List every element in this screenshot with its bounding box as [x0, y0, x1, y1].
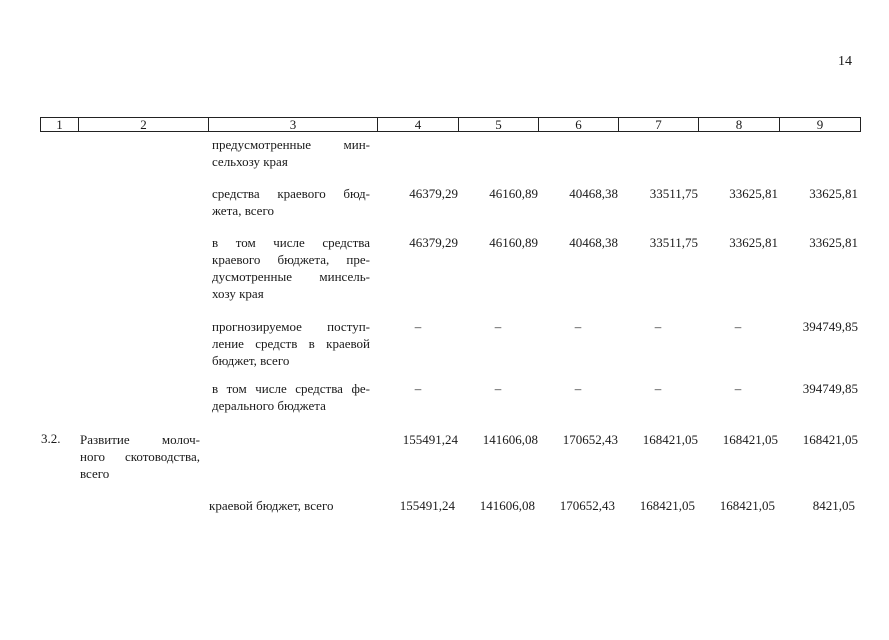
value-cell: 40468,38	[569, 186, 618, 201]
value-cell: 33625,81	[729, 186, 778, 201]
value-cell: –	[494, 319, 502, 334]
description-line: краевого бюджета, пре-	[212, 252, 370, 267]
value-cell: 46160,89	[489, 235, 538, 250]
value-cell: –	[574, 381, 582, 396]
column-number-9: 9	[780, 118, 861, 132]
column-number-1: 1	[41, 118, 79, 132]
description-line: в том числе средства	[212, 235, 370, 250]
value-cell: –	[494, 381, 502, 396]
value-cell: –	[414, 319, 422, 334]
value-cell: 33625,81	[809, 235, 858, 250]
value-cell: –	[654, 319, 662, 334]
value-cell: 33511,75	[649, 235, 698, 250]
column-number-8: 8	[699, 118, 780, 132]
value-cell: 40468,38	[569, 235, 618, 250]
value-cell: 46379,29	[409, 186, 458, 201]
section-name	[80, 431, 200, 482]
value-cell: –	[734, 319, 742, 334]
description-line: средства краевого бюд-	[212, 186, 370, 201]
value-cell: 168421,05	[642, 432, 698, 447]
column-number-5: 5	[459, 118, 539, 132]
column-number-7: 7	[619, 118, 699, 132]
row-description	[212, 380, 370, 414]
section-name-line: всего	[80, 466, 110, 481]
value-cell: 33625,81	[809, 186, 858, 201]
description-line: дерального бюджета	[212, 398, 326, 413]
row-description	[212, 234, 370, 302]
value-cell: 8421,05	[812, 498, 855, 513]
column-number-6: 6	[539, 118, 619, 132]
value-cell: 141606,08	[482, 432, 538, 447]
page-number: 14	[838, 54, 852, 69]
value-cell: –	[734, 381, 742, 396]
column-number-2: 2	[79, 118, 209, 132]
value-cell: –	[654, 381, 662, 396]
column-number-3: 3	[209, 118, 378, 132]
description-line: сельхозу края	[212, 154, 288, 169]
description-line: бюджет, всего	[212, 353, 290, 368]
value-cell: 46160,89	[489, 186, 538, 201]
value-cell: 155491,24	[399, 498, 455, 513]
row-description	[209, 497, 367, 514]
value-cell: 168421,05	[722, 432, 778, 447]
column-header-table	[40, 117, 861, 132]
value-cell: 33511,75	[649, 186, 698, 201]
description-line: ление средств в краевой	[212, 336, 370, 351]
section-number: 3.2.	[41, 431, 61, 446]
row-description	[212, 136, 370, 170]
value-cell: 46379,29	[409, 235, 458, 250]
description-line: краевой бюджет, всего	[209, 498, 334, 513]
value-cell: 33625,81	[729, 235, 778, 250]
value-cell: 168421,05	[802, 432, 858, 447]
value-cell: 168421,05	[639, 498, 695, 513]
description-line: в том числе средства фе-	[212, 381, 370, 396]
value-cell: 141606,08	[479, 498, 535, 513]
value-cell: 394749,85	[802, 381, 858, 396]
section-name-line: Развитие молоч-	[80, 432, 200, 447]
value-cell: 170652,43	[559, 498, 615, 513]
value-cell: 394749,85	[802, 319, 858, 334]
row-description	[212, 318, 370, 369]
row-description	[212, 185, 370, 219]
value-cell: 155491,24	[402, 432, 458, 447]
description-line: дусмотренные минсель-	[212, 269, 370, 284]
value-cell: 168421,05	[719, 498, 775, 513]
description-line: предусмотренные мин-	[212, 137, 370, 152]
value-cell: –	[414, 381, 422, 396]
value-cell: –	[574, 319, 582, 334]
description-line: жета, всего	[212, 203, 274, 218]
description-line: хозу края	[212, 286, 264, 301]
value-cell: 170652,43	[562, 432, 618, 447]
column-number-4: 4	[378, 118, 459, 132]
description-line: прогнозируемое поступ-	[212, 319, 370, 334]
section-name-line: ного скотоводства,	[80, 449, 200, 464]
